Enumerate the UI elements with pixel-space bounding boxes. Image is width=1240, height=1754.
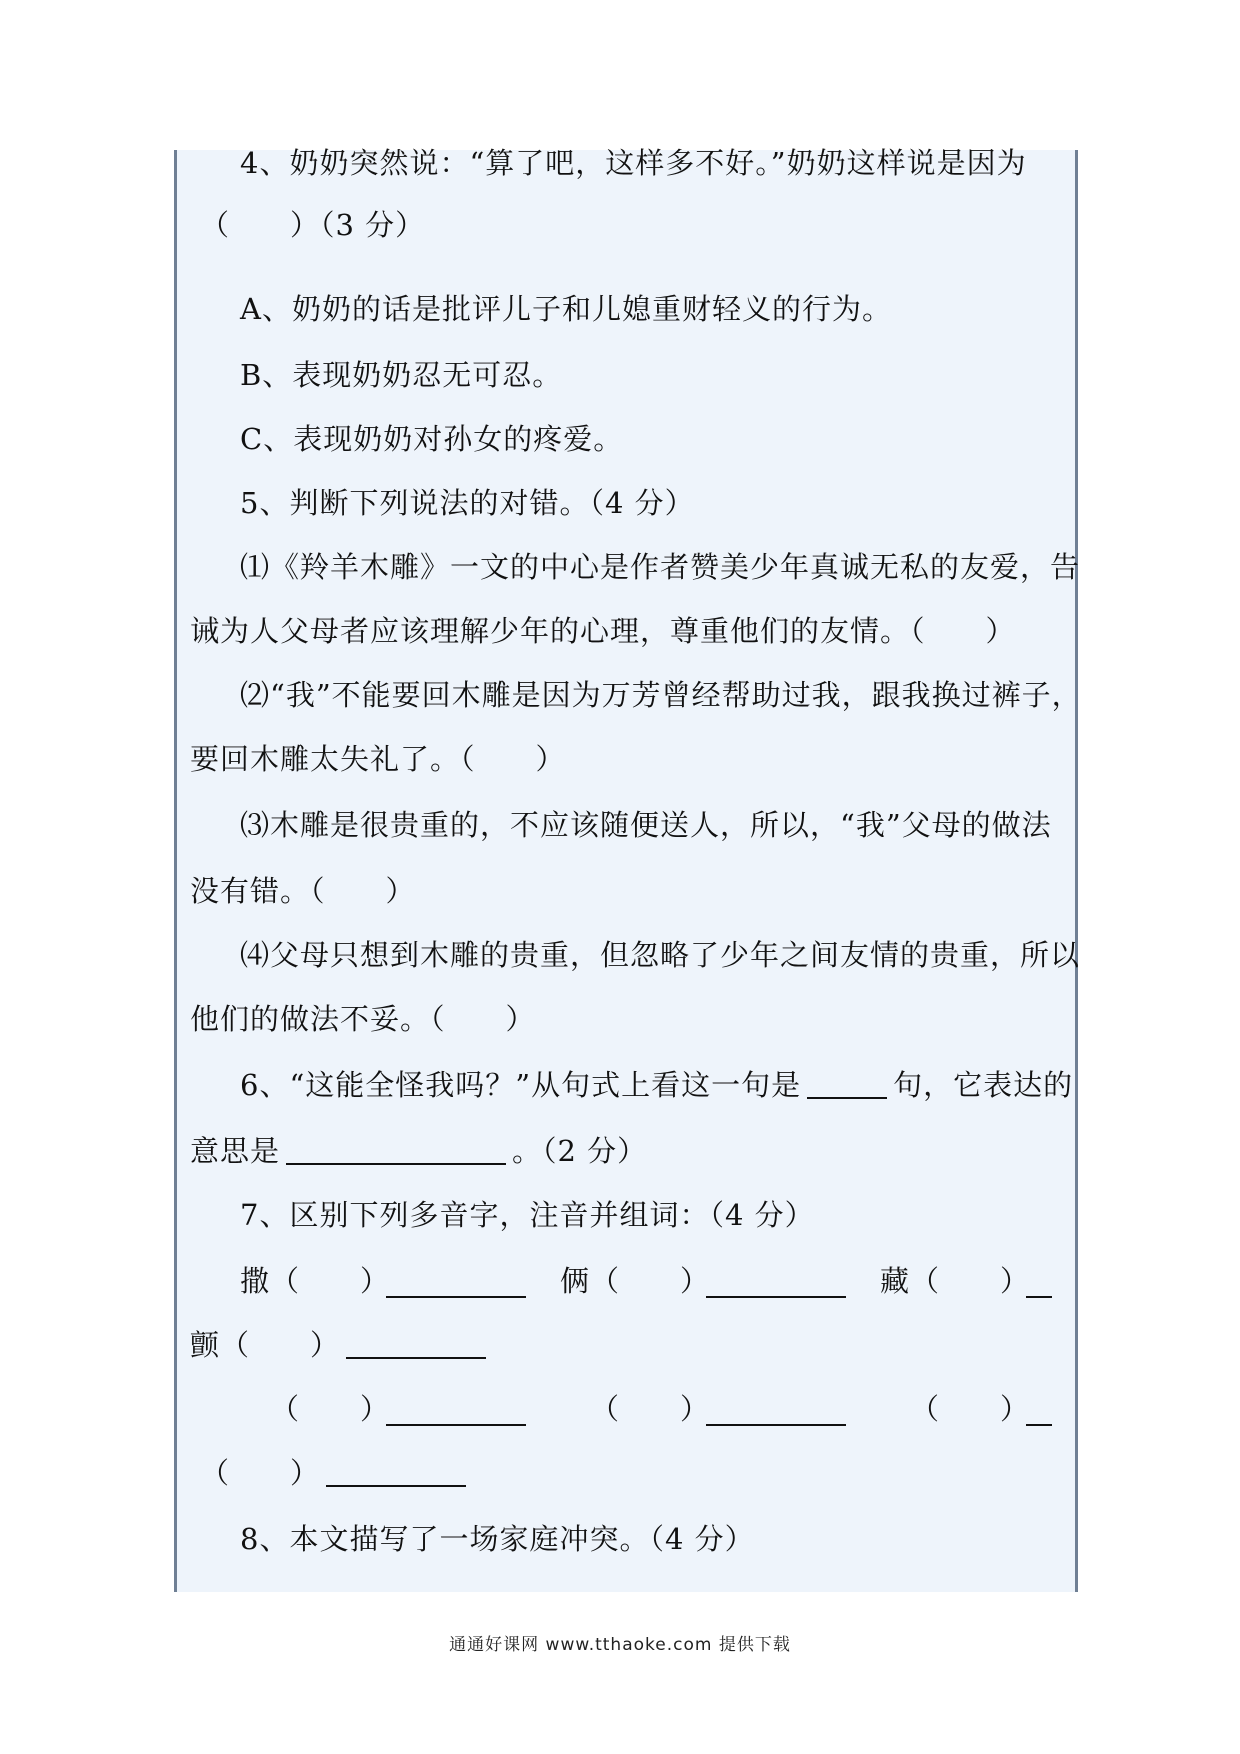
question-5-item-2-line-2: 要回木雕太失礼了。（ ） <box>190 742 566 776</box>
question-6-line-1 <box>240 1060 1073 1110</box>
question-6-blank-meaning[interactable] <box>286 1133 506 1165</box>
answer-blank[interactable] <box>1026 1266 1052 1298</box>
pinyin-paren: （ ） <box>590 1392 711 1426</box>
question-4-line-1: 4、奶奶突然说：“算了吧，这样多不好。”奶奶这样说是因为 <box>240 146 1027 180</box>
question-6-text-3: 意思是 <box>190 1134 281 1168</box>
question-5-item-4-line-2: 他们的做法不妥。（ ） <box>190 1002 536 1036</box>
pinyin-paren: （ ） <box>270 1392 391 1426</box>
question-5-item-3-line-2: 没有错。（ ） <box>190 874 416 908</box>
question-7-row-1 <box>240 1256 1060 1306</box>
char-sa: 撒 <box>240 1264 271 1298</box>
answer-blank[interactable] <box>706 1394 846 1426</box>
char-lia: 俩 <box>560 1264 591 1298</box>
char-cang: 藏 <box>880 1264 911 1298</box>
question-5-item-4-line-1: ⑷父母只想到木雕的贵重，但忽略了少年之间友情的贵重，所以 <box>240 938 1081 972</box>
question-4-option-b: B、表现奶奶忍无可忍。 <box>240 358 563 392</box>
question-5-item-1-line-2: 诫为人父母者应该理解少年的心理，尊重他们的友情。（ ） <box>190 614 1016 648</box>
pinyin-paren: （ ） <box>910 1264 1031 1298</box>
question-6-text-4: 。（2 分） <box>512 1134 648 1168</box>
pinyin-paren: （ ） <box>200 1456 321 1490</box>
question-7-heading: 7、区别下列多音字，注音并组词：（4 分） <box>240 1198 815 1232</box>
question-8-heading: 8、本文描写了一场家庭冲突。（4 分） <box>240 1522 755 1556</box>
question-6-line-2 <box>190 1126 647 1176</box>
char-chan: 颤 <box>190 1328 221 1362</box>
question-5-heading: 5、判断下列说法的对错。（4 分） <box>240 486 695 520</box>
question-7-row-4 <box>200 1448 472 1498</box>
question-4-line-2: （ ）（3 分） <box>200 208 426 242</box>
question-6-blank-sentence-type[interactable] <box>807 1067 887 1099</box>
question-5-item-3-line-1: ⑶木雕是很贵重的，不应该随便送人，所以，“我”父母的做法 <box>240 808 1052 842</box>
pinyin-paren: （ ） <box>590 1264 711 1298</box>
answer-blank[interactable] <box>1026 1394 1052 1426</box>
question-4-option-c: C、表现奶奶对孙女的疼爱。 <box>240 422 624 456</box>
answer-blank[interactable] <box>706 1266 846 1298</box>
answer-blank[interactable] <box>326 1455 466 1487</box>
question-7-row-3 <box>270 1384 1060 1434</box>
footer-source: 通通好课网 www.tthaoke.com 提供下载 <box>449 1635 791 1655</box>
question-4-option-a: A、奶奶的话是批评儿子和儿媳重财轻义的行为。 <box>240 292 892 326</box>
question-7-row-2 <box>190 1320 492 1370</box>
answer-blank[interactable] <box>386 1394 526 1426</box>
question-6-text-1: 6、“这能全怪我吗？”从句式上看这一句是 <box>240 1068 802 1102</box>
question-5-item-1-line-1: ⑴《羚羊木雕》一文的中心是作者赞美少年真诚无私的友爱，告 <box>240 550 1081 584</box>
answer-blank[interactable] <box>386 1266 526 1298</box>
pinyin-paren: （ ） <box>220 1328 341 1362</box>
question-6-text-2: 句，它表达的 <box>893 1068 1074 1102</box>
question-5-item-2-line-1: ⑵“我”不能要回木雕是因为万芳曾经帮助过我，跟我换过裤子， <box>240 678 1082 712</box>
answer-blank[interactable] <box>346 1327 486 1359</box>
pinyin-paren: （ ） <box>270 1264 391 1298</box>
pinyin-paren: （ ） <box>910 1392 1031 1426</box>
